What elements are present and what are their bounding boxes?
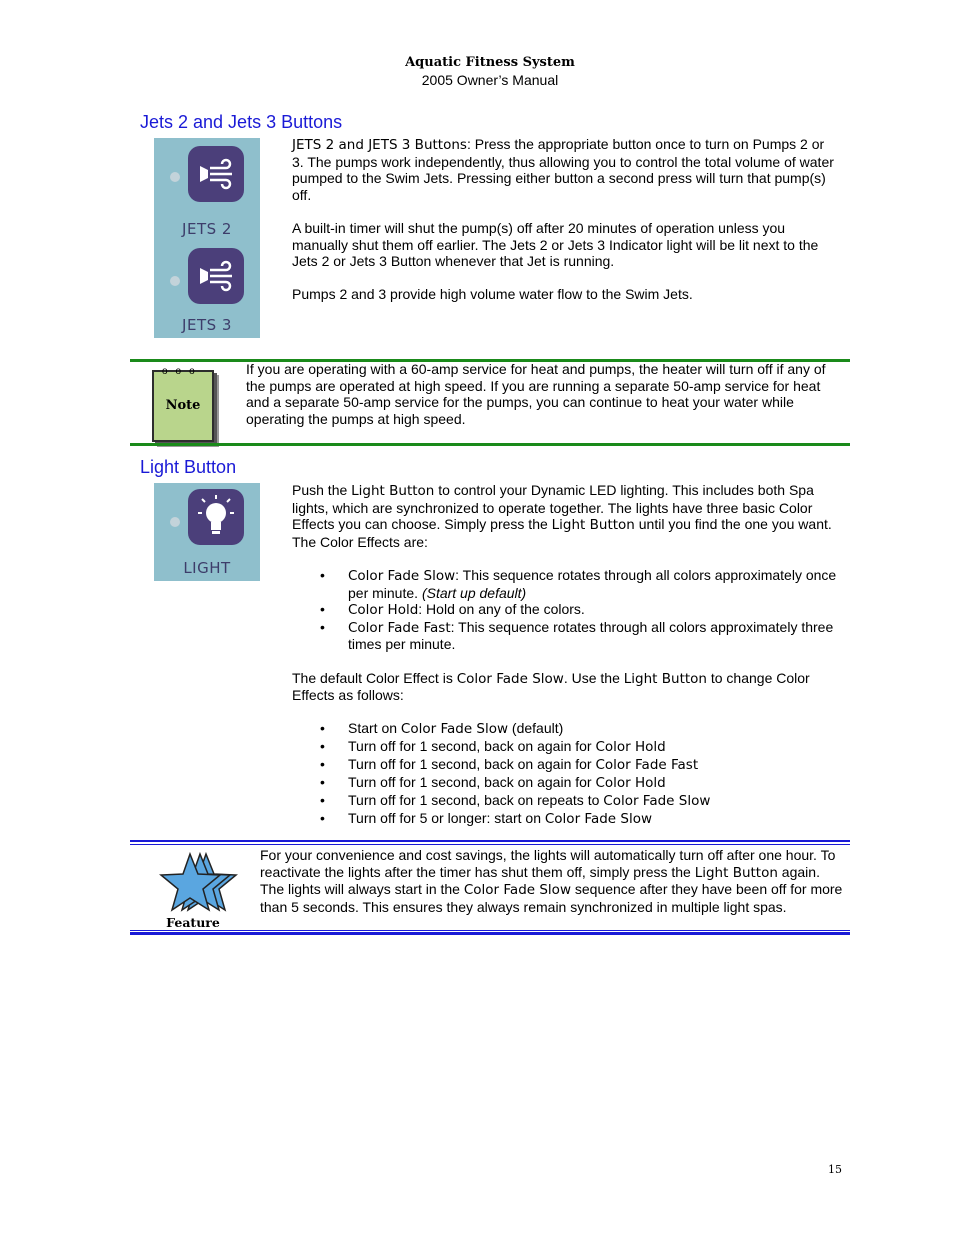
document-subtitle: 2005 Owner’s Manual <box>421 72 559 88</box>
jets-paragraph-2: A built-in timer will shut the pump(s) off after 20 minutes of operation unless you manually shut them off earlier. The Jets 2 or Jets 3 Indicator light will be lit next to the Jets 2 or Jets 3 Button whenever that Jet is running. <box>292 219 819 270</box>
list-item: • Turn off for 1 second, back on again for Color Hold <box>292 738 840 756</box>
note-bottom-rule <box>130 443 850 446</box>
light-steps-list <box>292 720 840 828</box>
jets-heading: Jets 2 and Jets 3 Buttons <box>140 112 343 132</box>
jets-description <box>292 136 837 320</box>
jets-paragraph-3: Pumps 2 and 3 provide high volume water flow to the Swim Jets. <box>292 286 693 303</box>
lightbulb-icon <box>188 489 244 545</box>
light-default-paragraph: The default Color Effect is Color Fade Slow. Use the Light Button to change Color Effects as follows: <box>292 669 810 704</box>
document-title: Aquatic Fitness System <box>405 55 575 70</box>
list-item: • Turn off for 1 second, back on repeats to Color Fade Slow <box>292 792 840 810</box>
jets-paragraph-1: JETS 2 and JETS 3 Buttons: Press the appropriate button once to turn on Pumps 2 or 3. The pumps work independently, thus allowing you to control the total volume of water pumped to the Swim Jets. Pressing either button a second press will turn that pump(s) off. <box>292 136 834 203</box>
list-item: • Turn off for 1 second, back on again for Color Fade Fast <box>292 756 840 774</box>
jets-2-button-image <box>154 138 260 242</box>
feature-top-rule <box>130 840 850 842</box>
wind-icon <box>188 248 244 304</box>
light-button-image <box>154 483 260 581</box>
jets-3-button-image <box>154 242 260 338</box>
list-item: • Color Fade Slow: This sequence rotates through all colors approximately once per minute. (Start up default) <box>292 567 840 601</box>
wind-icon <box>188 146 244 202</box>
light-description <box>292 482 840 828</box>
note-pad-icon: ooo Note <box>152 370 214 442</box>
list-item: • Start on Color Fade Slow (default) <box>292 720 840 738</box>
list-item: • Turn off for 1 second, back on again for Color Hold <box>292 774 840 792</box>
note-text: If you are operating with a 60-amp service for heat and pumps, the heater will turn off if any of the pumps are operated at high speed. If you are running a separate 50-amp service for heat and a separate 50-amp service for the pumps, you can continue to heat your water while operating the pumps at high speed. <box>246 361 826 427</box>
feature-bottom-rule <box>130 932 850 935</box>
list-item: • Color Hold: Hold on any of the colors. <box>292 601 840 619</box>
light-intro: Push the Light Button to control your Dynamic LED lighting. This includes both Spa lights, which are synchronized to operate together. The lights have three basic Color Effects you can choose. Simply press the Light Button until you find the one you want. The Color Effects are: <box>292 482 832 550</box>
jets-3-label: JETS 3 <box>182 316 232 334</box>
light-label: LIGHT <box>183 559 231 577</box>
light-heading: Light Button <box>140 457 237 477</box>
jets-term: JETS 2 and JETS 3 Buttons <box>292 137 467 153</box>
list-item: • Turn off for 5 or longer: start on Color Fade Slow <box>292 810 840 828</box>
feature-text: For your convenience and cost savings, the lights will automatically turn off after one hour. To reactivate the lights after the timer has shut them off, simply press the Light Button again. The lights will always start in the Color Fade Slow sequence after they have been off for more than 5 seconds. This ensures they always remain synchronized in multiple light spas. <box>260 847 843 915</box>
list-item: • Color Fade Fast: This sequence rotates through all colors approximately three times per minute. <box>292 619 840 653</box>
page-number: 15 <box>828 1163 842 1176</box>
jets-2-label: JETS 2 <box>182 220 232 238</box>
note-label: Note <box>165 398 201 413</box>
feature-label: Feature <box>166 915 220 930</box>
color-effects-list <box>292 567 840 653</box>
